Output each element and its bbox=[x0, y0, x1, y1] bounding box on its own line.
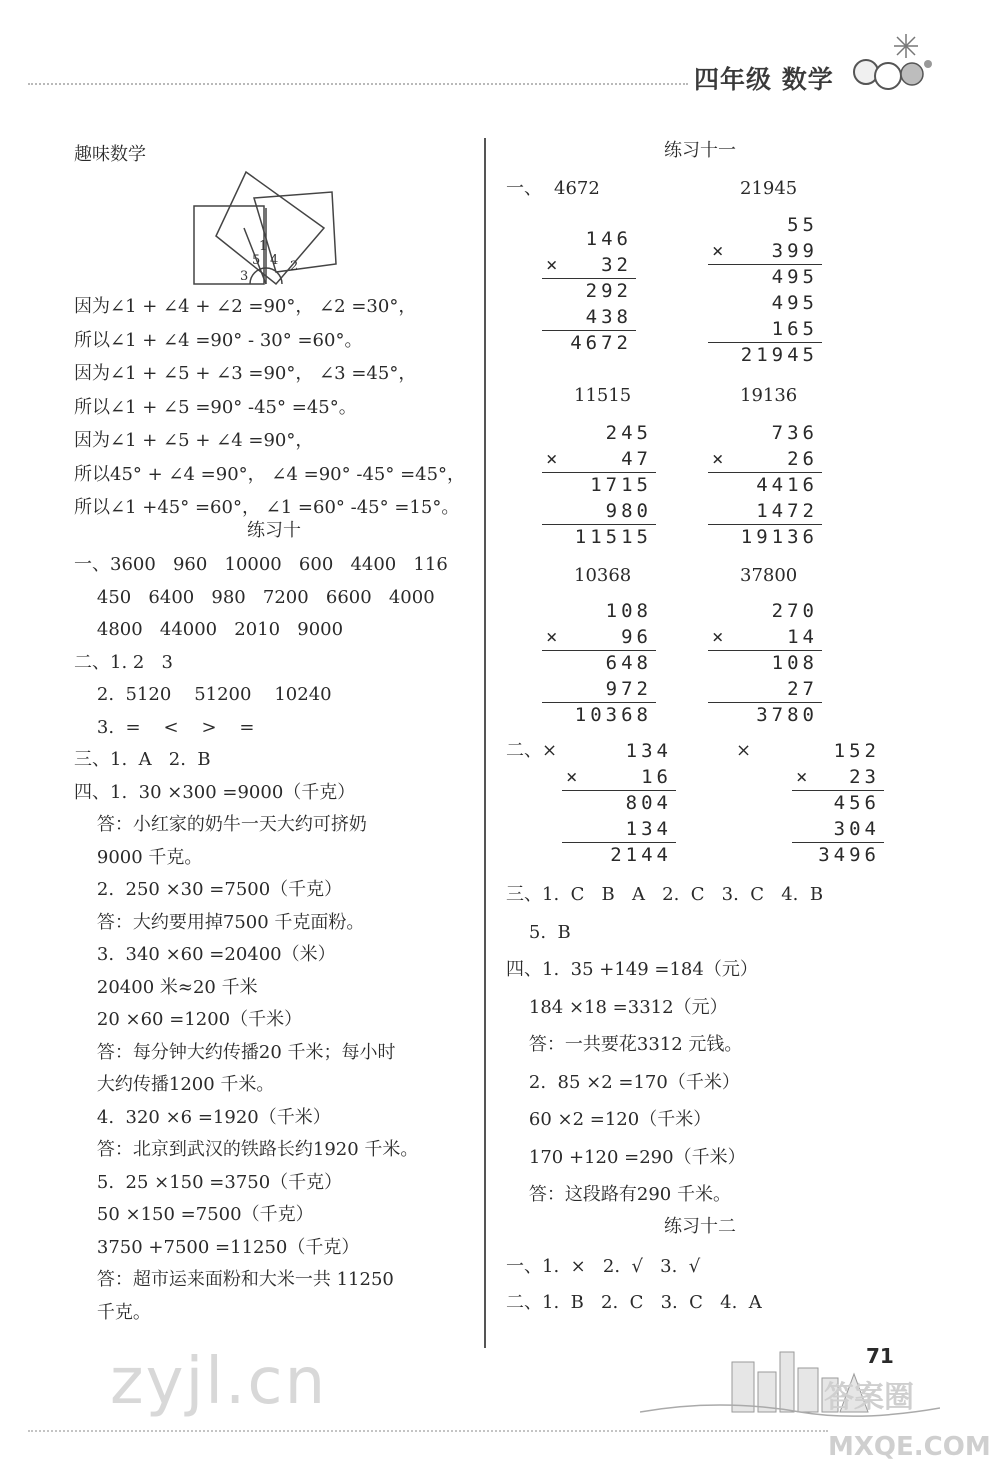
exercise-11-line: 答：这段路有290 千米。 bbox=[506, 1184, 731, 1205]
calc-rule bbox=[708, 524, 822, 525]
exercise-11-line: 170 +120 =290（千米） bbox=[506, 1146, 746, 1168]
watermark-logo-text: 答案圈 bbox=[824, 1380, 914, 1415]
multiplier: 26 bbox=[787, 448, 818, 470]
fun-math-line: 因为∠1 + ∠5 + ∠4 =90°， bbox=[74, 430, 314, 451]
exercise-12-line: 一、1. × 2. √ 3. √ bbox=[506, 1256, 701, 1277]
exercise-10-line: 4800 44000 2010 9000 bbox=[74, 619, 344, 640]
angle-diagram bbox=[186, 168, 356, 288]
calc-row: 1472 bbox=[756, 500, 818, 522]
exercise-11-line: 60 ×2 =120（千米） bbox=[506, 1109, 712, 1130]
calc-row: 21945 bbox=[740, 344, 818, 366]
calc-row: 304 bbox=[833, 818, 880, 840]
calc-row bbox=[712, 240, 818, 262]
part-2-label: 二、× bbox=[506, 740, 558, 761]
exercise-10-line: 9000 千克。 bbox=[74, 846, 203, 868]
calc-rule bbox=[708, 342, 822, 343]
calc-rule bbox=[542, 472, 656, 473]
multiplier: 23 bbox=[849, 766, 880, 788]
exercise-11-line: 四、1. 35 +149 =184（元） bbox=[506, 959, 758, 980]
multiplier: 96 bbox=[621, 626, 652, 648]
calc-row: 4416 bbox=[756, 474, 818, 496]
calc-row: 972 bbox=[605, 678, 652, 700]
multiplier: 16 bbox=[641, 766, 672, 788]
multiplier: 32 bbox=[601, 254, 632, 276]
column-divider bbox=[484, 138, 486, 1348]
calc-row: 134 bbox=[625, 818, 672, 840]
exercise-10-line: 3. = < > = bbox=[74, 716, 255, 738]
exercise-10-line: 二、1. 2 3 bbox=[74, 651, 173, 673]
exercise-10-line: 千克。 bbox=[74, 1301, 151, 1323]
calc-rule bbox=[792, 842, 884, 843]
fun-math-line: 因为∠1 + ∠5 + ∠3 =90°， ∠3 =45°， bbox=[74, 363, 417, 384]
multiplier: 14 bbox=[787, 626, 818, 648]
calc-row: 27 bbox=[787, 678, 818, 700]
angle-label-2: 2 bbox=[290, 259, 299, 274]
fun-math-line: 因为∠1 + ∠4 + ∠2 =90°， ∠2 =30°， bbox=[74, 296, 417, 317]
calc-row: 19136 bbox=[740, 526, 818, 548]
calc-row: 804 bbox=[625, 792, 672, 814]
multiply-sign: × bbox=[712, 448, 728, 470]
exercise-10-line: 四、1. 30 ×300 =9000（千克） bbox=[74, 781, 356, 803]
calc-rule bbox=[542, 330, 636, 331]
fun-math-line: 所以∠1 + ∠4 =90° - 30° =60°。 bbox=[74, 329, 363, 351]
exercise-10-line: 答：大约要用掉7500 千克面粉。 bbox=[74, 911, 365, 933]
exercise-11-line: 答：一共要花3312 元钱。 bbox=[506, 1034, 743, 1055]
watermark-domain: MXQE.COM bbox=[828, 1432, 991, 1462]
exercise-10-title: 练习十 bbox=[247, 520, 301, 541]
calc-row: 165 bbox=[771, 318, 818, 340]
header-bubbles-icon bbox=[848, 30, 938, 100]
multiply-sign: × bbox=[712, 626, 728, 648]
angle-label-3: 3 bbox=[240, 269, 249, 284]
fun-math-line: 所以∠1 +45° =60°， ∠1 =60° -45° =15°。 bbox=[74, 497, 460, 518]
exercise-10-line: 3750 +7500 =11250（千克） bbox=[74, 1236, 360, 1258]
calc-result: 21945 bbox=[740, 178, 798, 199]
calc-row bbox=[712, 626, 818, 648]
calc-result: 4672 bbox=[554, 178, 600, 199]
calc-result: 11515 bbox=[574, 385, 632, 406]
calc-rule bbox=[792, 790, 884, 791]
part-1-label: 一、 bbox=[506, 178, 542, 199]
multiply-sign: × bbox=[546, 448, 562, 470]
calc-row: 146 bbox=[585, 228, 632, 250]
calc-row: 3780 bbox=[756, 704, 818, 726]
calc-row: 495 bbox=[771, 266, 818, 288]
calc-row bbox=[796, 766, 880, 788]
exercise-11-line: 5. B bbox=[506, 921, 571, 943]
calc-rule bbox=[708, 650, 822, 651]
calc-row: 270 bbox=[771, 600, 818, 622]
calc-row: 648 bbox=[605, 652, 652, 674]
calc-row: 4672 bbox=[570, 332, 632, 354]
calc-result: 10368 bbox=[574, 565, 632, 586]
calc-row: 3496 bbox=[818, 844, 880, 866]
page-number: 71 bbox=[866, 1344, 894, 1368]
calc-row bbox=[712, 448, 818, 470]
exercise-10-line: 答：小红家的奶牛一天大约可挤奶 bbox=[74, 814, 367, 835]
calc-row: 438 bbox=[585, 306, 632, 328]
calc-row: 736 bbox=[771, 422, 818, 444]
footer-rule bbox=[28, 1430, 828, 1432]
fun-math-line: 所以45° + ∠4 =90°， ∠4 =90° -45° =45°， bbox=[74, 463, 466, 485]
header-rule bbox=[28, 83, 688, 85]
calc-row: 980 bbox=[605, 500, 652, 522]
calc-row: 495 bbox=[771, 292, 818, 314]
header-title: 四年级 数学 bbox=[694, 65, 834, 94]
calc-rule bbox=[542, 702, 656, 703]
exercise-10-line: 3. 340 ×60 =20400（米） bbox=[74, 944, 336, 965]
multiplier: 399 bbox=[771, 240, 818, 262]
angle-label-5: 5 bbox=[252, 253, 261, 268]
exercise-10-line: 20400 米≈20 千米 bbox=[74, 976, 258, 998]
exercise-10-line: 答：每分钟大约传播20 千米；每小时 bbox=[74, 1041, 396, 1063]
exercise-11-line: 184 ×18 =3312（元） bbox=[506, 996, 728, 1018]
exercise-10-line: 2. 5120 51200 10240 bbox=[74, 684, 332, 705]
calc-row: 2144 bbox=[610, 844, 672, 866]
calc-rule bbox=[708, 264, 822, 265]
multiplier: 47 bbox=[621, 448, 652, 470]
calc-row: 10368 bbox=[574, 704, 652, 726]
calc-rule bbox=[562, 790, 676, 791]
calc-row: 108 bbox=[605, 600, 652, 622]
fun-math-title: 趣味数学 bbox=[74, 144, 146, 165]
calc-row: 1715 bbox=[590, 474, 652, 496]
exercise-10-line: 5. 25 ×150 =3750（千克） bbox=[74, 1171, 343, 1193]
multiply-sign: × bbox=[546, 254, 562, 276]
exercise-10-line: 大约传播1200 千米。 bbox=[74, 1074, 275, 1095]
calc-result: 37800 bbox=[740, 565, 798, 586]
exercise-10-line: 答：北京到武汉的铁路长约1920 千米。 bbox=[74, 1139, 419, 1160]
calc-row bbox=[546, 626, 652, 648]
calc-row: 11515 bbox=[574, 526, 652, 548]
angle-label-4: 4 bbox=[270, 253, 279, 268]
calc-row: 152 bbox=[833, 740, 880, 762]
calc-row: 245 bbox=[605, 422, 652, 444]
exercise-10-line: 三、1. A 2. B bbox=[74, 749, 211, 770]
multiply-sign: × bbox=[566, 766, 582, 788]
calc-rule bbox=[542, 278, 636, 279]
calc-row bbox=[566, 766, 672, 788]
fun-math-line: 所以∠1 + ∠5 =90° -45° =45°。 bbox=[74, 396, 357, 418]
exercise-12-title: 练习十二 bbox=[664, 1216, 736, 1237]
exercise-10-line: 4. 320 ×6 =1920（千米） bbox=[74, 1106, 331, 1128]
exercise-11-title: 练习十一 bbox=[664, 140, 736, 161]
part-2-mark: × bbox=[736, 740, 752, 761]
exercise-10-line: 2. 250 ×30 =7500（千克） bbox=[74, 879, 343, 900]
watermark-text: zyjl.cn bbox=[110, 1345, 328, 1419]
exercise-10-line: 一、3600 960 10000 600 4400 116 bbox=[74, 554, 448, 575]
calc-row: 134 bbox=[625, 740, 672, 762]
calc-row bbox=[546, 254, 632, 276]
calc-row bbox=[546, 448, 652, 470]
calc-row: 55 bbox=[787, 214, 818, 236]
calc-rule bbox=[542, 650, 656, 651]
multiply-sign: × bbox=[712, 240, 728, 262]
exercise-11-line: 三、1. C B A 2. C 3. C 4. B bbox=[506, 884, 824, 905]
calc-rule bbox=[708, 702, 822, 703]
exercise-11-line: 2. 85 ×2 =170（千米） bbox=[506, 1071, 740, 1093]
angle-label-1: 1 bbox=[259, 239, 268, 254]
multiply-sign: × bbox=[796, 766, 812, 788]
calc-row: 108 bbox=[771, 652, 818, 674]
calc-row: 292 bbox=[585, 280, 632, 302]
exercise-12-line: 二、1. B 2. C 3. C 4. A bbox=[506, 1292, 762, 1313]
calc-row: 456 bbox=[833, 792, 880, 814]
exercise-10-line: 20 ×60 =1200（千米） bbox=[74, 1009, 303, 1030]
calc-result: 19136 bbox=[740, 385, 798, 406]
exercise-10-line: 答：超市运来面粉和大米一共 11250 bbox=[74, 1269, 394, 1290]
calc-rule bbox=[708, 472, 822, 473]
exercise-10-line: 50 ×150 =7500（千克） bbox=[74, 1204, 314, 1225]
multiply-sign: × bbox=[546, 626, 562, 648]
calc-rule bbox=[542, 524, 656, 525]
exercise-10-line: 450 6400 980 7200 6600 4000 bbox=[74, 586, 435, 608]
calc-rule bbox=[562, 842, 676, 843]
